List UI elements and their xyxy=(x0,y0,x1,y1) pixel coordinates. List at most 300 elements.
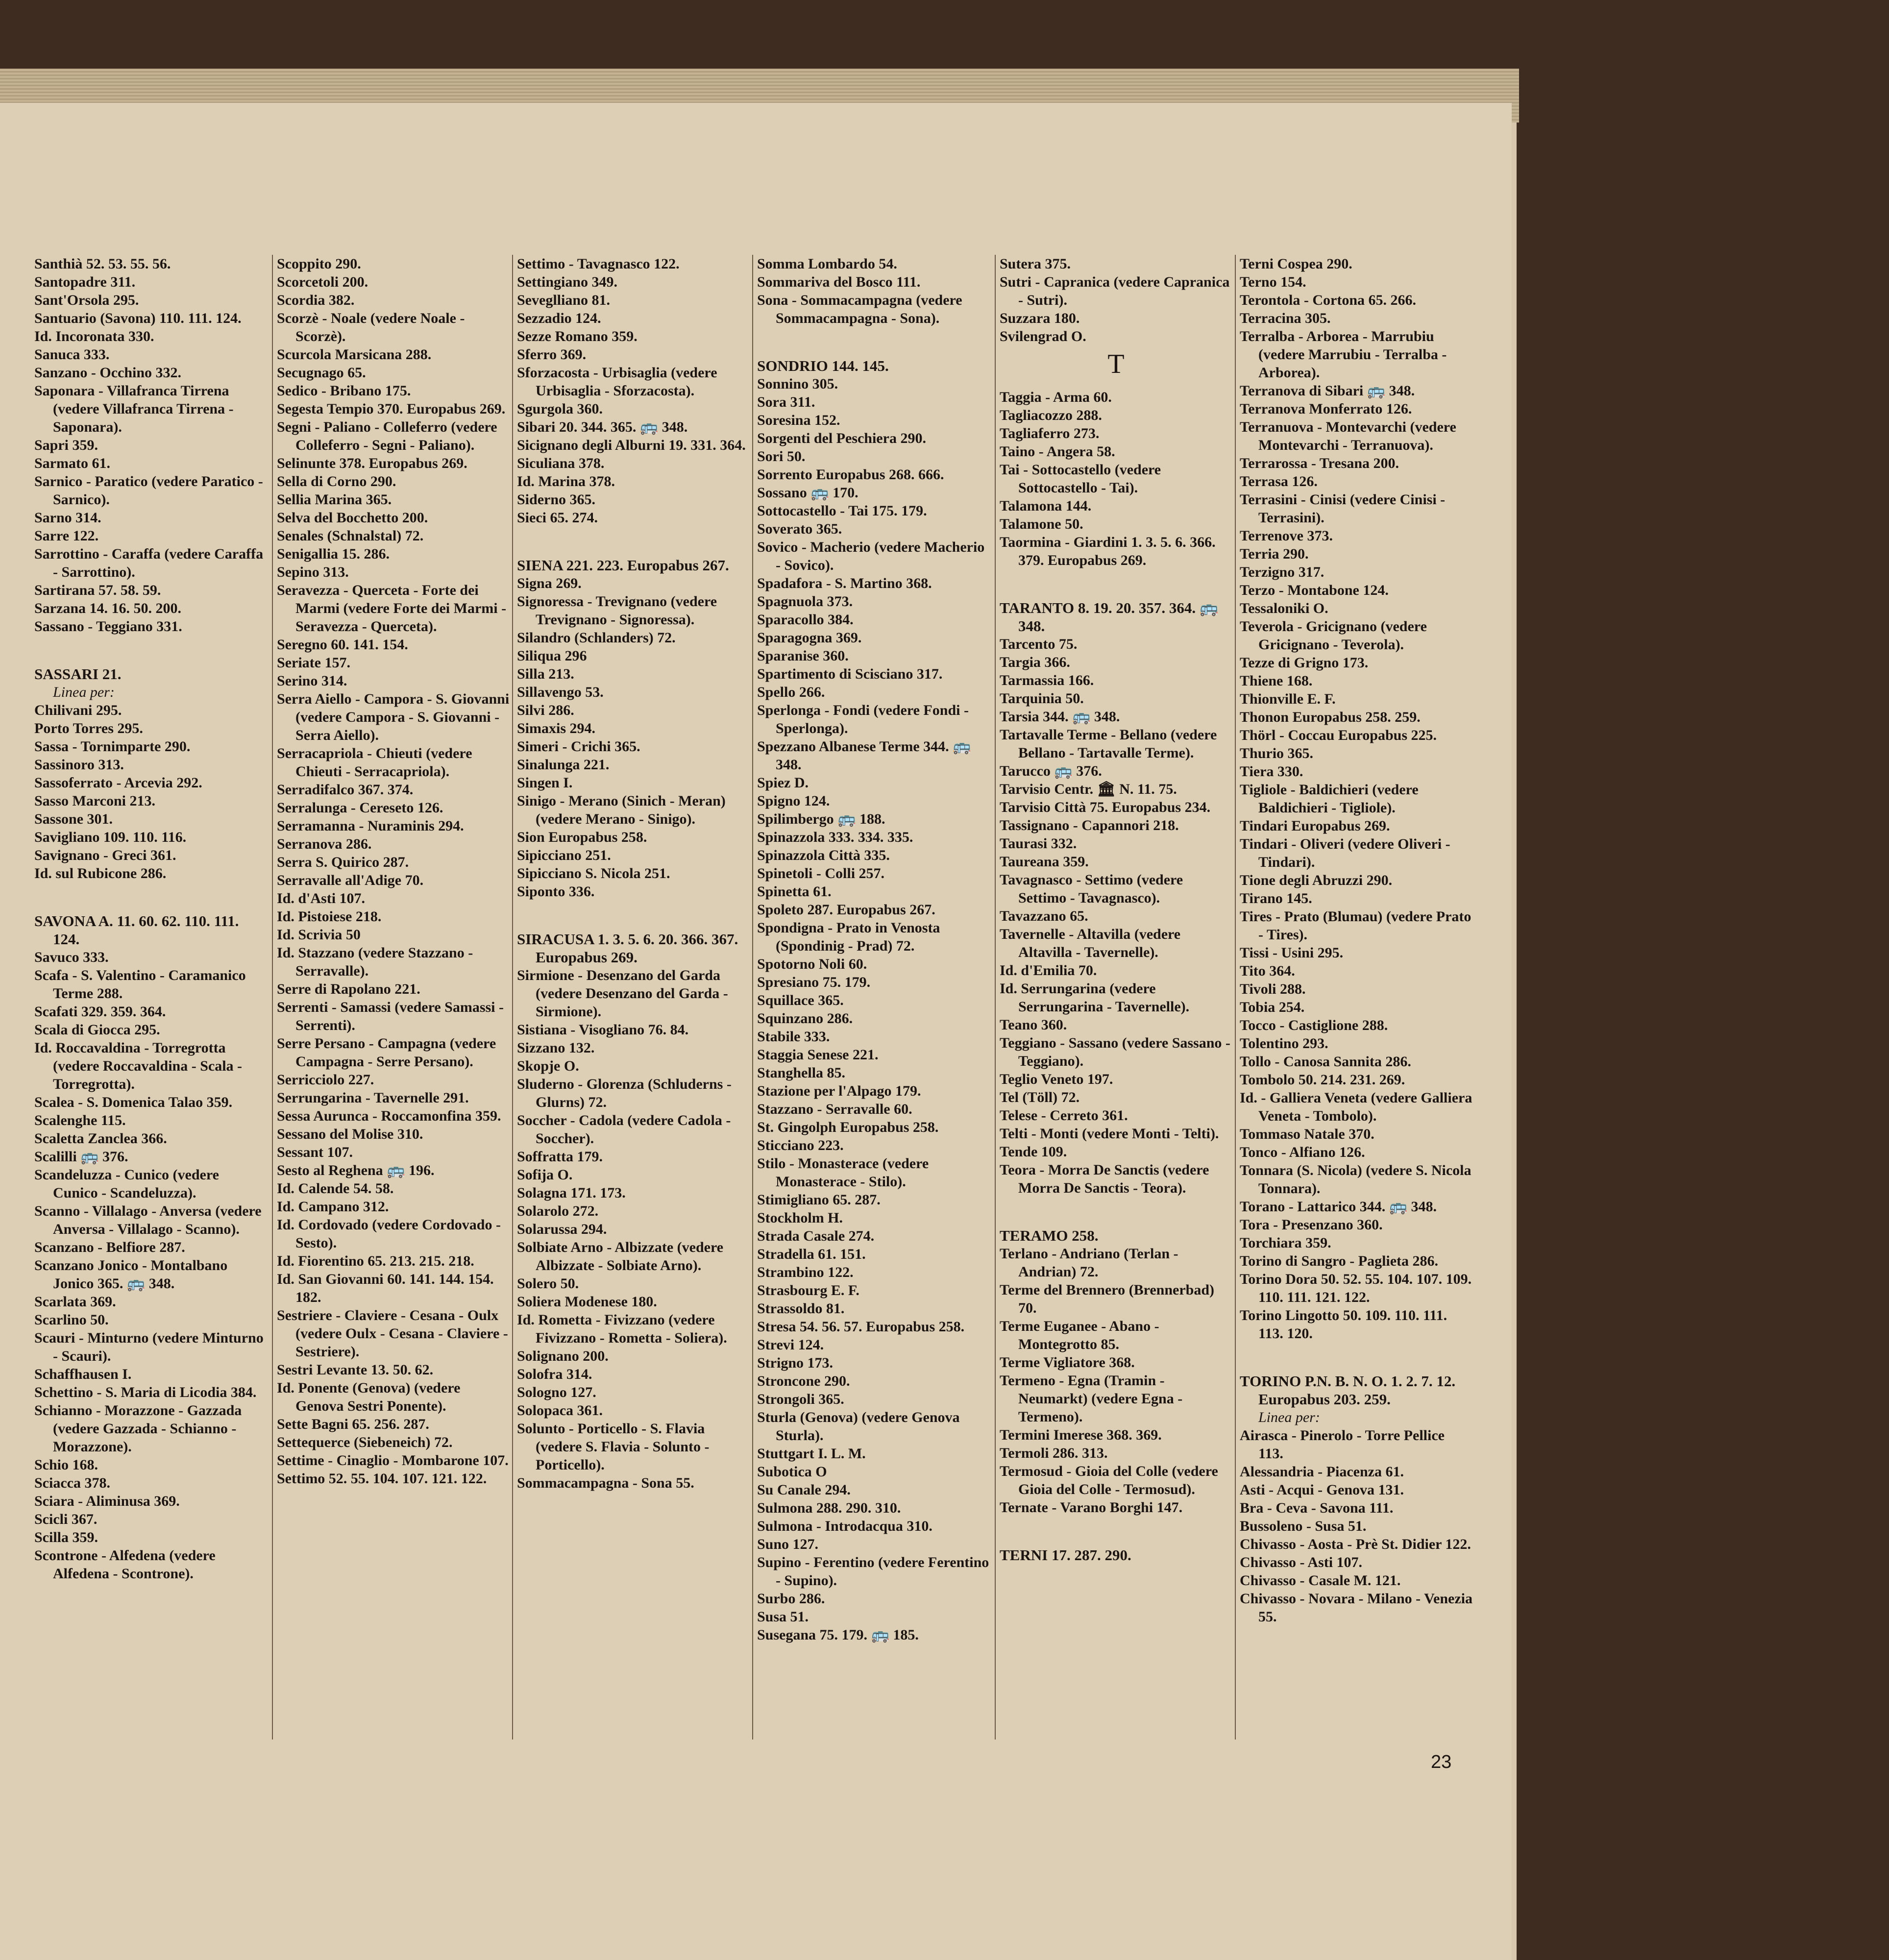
city-heading: SAVONA A. 11. 60. 62. 110. 111. 124. xyxy=(34,912,239,948)
index-entry: Sasso Marconi 213. xyxy=(34,793,155,809)
index-entry: Sassa - Tornimparte 290. xyxy=(34,738,191,755)
index-entry: Tel (Töll) 72. xyxy=(1000,1089,1080,1105)
index-entry: Sassano - Teggiano 331. xyxy=(34,618,182,635)
index-entry: Suzzara 180. xyxy=(1000,310,1080,326)
index-entry: Serramanna - Nuraminis 294. xyxy=(277,818,464,834)
index-entry: Sticciano 223. xyxy=(757,1137,844,1153)
index-entry: Santhià 52. 53. 55. 56. xyxy=(34,256,171,272)
index-entry: Sarnico - Paratico (vedere Paratico - Sarnico). xyxy=(34,473,263,508)
index-entry: Silandro (Schlanders) 72. xyxy=(517,630,676,646)
index-entry: Terrasa 126. xyxy=(1240,473,1318,490)
index-entry: Strasbourg E. F. xyxy=(757,1282,859,1298)
index-entry: Susegana 75. 179. 🚌 185. xyxy=(757,1627,919,1643)
index-entry: Tires - Prato (Blumau) (vedere Prato - Tires). xyxy=(1240,908,1472,943)
index-entry: Secugnago 65. xyxy=(277,365,366,381)
index-entry: Id. Pistoiese 218. xyxy=(277,908,382,925)
index-entry: Tezze di Grigno 173. xyxy=(1240,655,1369,671)
index-entry: Terranova di Sibari 🚌 348. xyxy=(1240,383,1415,399)
index-entry: Sicignano degli Alburni 19. 331. 364. xyxy=(517,437,746,453)
index-entry: Sepino 313. xyxy=(277,564,349,580)
index-entry: Sorgenti del Peschiera 290. xyxy=(757,430,926,446)
index-entry: Tolentino 293. xyxy=(1240,1035,1328,1052)
index-entry: Stazione per l'Alpago 179. xyxy=(757,1083,921,1099)
index-entry: Sommariva del Bosco 111. xyxy=(757,274,921,290)
index-entry: Scalilli 🚌 376. xyxy=(34,1149,128,1165)
index-entry: Sestri Levante 13. 50. 62. xyxy=(277,1362,434,1378)
city-heading: SONDRIO 144. 145. xyxy=(757,357,889,374)
city-heading: TERAMO 258. xyxy=(1000,1227,1099,1244)
index-entry: Subotica O xyxy=(757,1464,827,1480)
index-entry: Susa 51. xyxy=(757,1609,809,1625)
index-entry: Id. Campano 312. xyxy=(277,1199,389,1215)
index-entry: Scordia 382. xyxy=(277,292,355,308)
index-entry: Sanuca 333. xyxy=(34,346,110,363)
index-entry: Simeri - Crichi 365. xyxy=(517,738,640,755)
index-entry: Taggia - Arma 60. xyxy=(1000,389,1112,405)
index-entry: Sgurgola 360. xyxy=(517,401,603,417)
index-entry: Id. Stazzano (vedere Stazzano - Serravalle). xyxy=(277,945,473,979)
index-entry: Sion Europabus 258. xyxy=(517,829,647,845)
index-entry: Scoppito 290. xyxy=(277,256,361,272)
index-entry: Sparacollo 384. xyxy=(757,612,854,628)
index-entry: Solignano 200. xyxy=(517,1348,609,1364)
index-entry: Sarrottino - Caraffa (vedere Caraffa - Sarrottino). xyxy=(34,546,264,580)
index-entry: Savignano - Greci 361. xyxy=(34,847,176,863)
index-entry: Sperlonga - Fondi (vedere Fondi - Sperlonga). xyxy=(757,702,969,736)
index-entry: Sinalunga 221. xyxy=(517,757,610,773)
index-entry: Strevi 124. xyxy=(757,1337,824,1353)
index-entry: Terme del Brennero (Brennerbad) 70. xyxy=(1000,1282,1215,1316)
index-entry: Solopaca 361. xyxy=(517,1402,603,1419)
index-entry: Scilla 359. xyxy=(34,1529,98,1545)
index-entry: Sellia Marina 365. xyxy=(277,491,392,508)
index-entry: Solarussa 294. xyxy=(517,1221,607,1237)
index-entry: Serralunga - Cereseto 126. xyxy=(277,800,443,816)
index-entry: Tavagnasco - Settimo (vedere Settimo - Tavagnasco). xyxy=(1000,872,1183,906)
index-entry: Bussoleno - Susa 51. xyxy=(1240,1518,1367,1534)
index-entry: Tora - Presenzano 360. xyxy=(1240,1217,1383,1233)
index-entry: Id. Cordovado (vedere Cordovado - Sesto). xyxy=(277,1217,501,1251)
index-entry: Teora - Morra De Sanctis (vedere Morra De Sanctis - Teora). xyxy=(1000,1162,1209,1196)
index-entry: Seregno 60. 141. 154. xyxy=(277,637,408,653)
index-entry: Spondigna - Prato in Venosta (Spondinig - Prad) 72. xyxy=(757,920,940,954)
index-entry: Serrenti - Samassi (vedere Samassi - Serrenti). xyxy=(277,999,504,1033)
index-entry: Squillace 365. xyxy=(757,992,844,1008)
index-entry: Solarolo 272. xyxy=(517,1203,599,1219)
index-entry: Spinetta 61. xyxy=(757,883,832,900)
index-entry: Stazzano - Serravalle 60. xyxy=(757,1101,912,1117)
index-entry: Id. Incoronata 330. xyxy=(34,328,154,344)
index-entry: Staggia Senese 221. xyxy=(757,1047,879,1063)
index-entry: Id. d'Asti 107. xyxy=(277,890,366,906)
index-entry: Sesto al Reghena 🚌 196. xyxy=(277,1162,435,1178)
index-entry: Terrarossa - Tresana 200. xyxy=(1240,455,1399,471)
index-entry: Solero 50. xyxy=(517,1275,579,1292)
index-entry: Scarlata 369. xyxy=(34,1294,116,1310)
index-entry: Terlano - Andriano (Terlan - Andrian) 72. xyxy=(1000,1246,1178,1280)
page-number: 23 xyxy=(1431,1752,1452,1772)
index-entry: Terzo - Montabone 124. xyxy=(1240,582,1389,598)
index-entry: Surbo 286. xyxy=(757,1591,825,1607)
index-entry: Sottocastello - Tai 175. 179. xyxy=(757,503,927,519)
index-entry: Terralba - Arborea - Marrubiu (vedere Marrubiu - Terralba - Arborea). xyxy=(1240,328,1447,381)
index-entry: Silla 213. xyxy=(517,666,574,682)
index-entry: Thonon Europabus 258. 259. xyxy=(1240,709,1421,725)
index-entry: Singen I. xyxy=(517,775,573,791)
index-entry: Telese - Cerreto 361. xyxy=(1000,1107,1128,1124)
index-entry: Id. Serrungarina (vedere Serrungarina - Tavernelle). xyxy=(1000,980,1190,1015)
city-heading: SASSARI 21. xyxy=(34,665,122,683)
index-entry: Thionville E. F. xyxy=(1240,691,1336,707)
index-entry: Scorcetoli 200. xyxy=(277,274,368,290)
index-entry: Sforzacosta - Urbisaglia (vedere Urbisaglia - Sforzacosta). xyxy=(517,365,717,399)
index-entry: Teggiano - Sassano (vedere Sassano - Teggiano). xyxy=(1000,1035,1230,1069)
index-entry: Spello 266. xyxy=(757,684,825,700)
index-entry: Tonco - Alfiano 126. xyxy=(1240,1144,1365,1160)
index-entry: Sarre 122. xyxy=(34,528,99,544)
index-entry: Squinzano 286. xyxy=(757,1010,853,1027)
index-entry: Selva del Bocchetto 200. xyxy=(277,510,428,526)
index-entry: Selinunte 378. Europabus 269. xyxy=(277,455,467,471)
index-entry: St. Gingolph Europabus 258. xyxy=(757,1119,939,1135)
index-entry: Segesta Tempio 370. Europabus 269. xyxy=(277,401,506,417)
index-entry: Tindari - Oliveri (vedere Oliveri - Tindari). xyxy=(1240,836,1450,870)
linea-label: Linea per: xyxy=(1258,1409,1320,1425)
index-entry: Spezzano Albanese Terme 344. 🚌 348. xyxy=(757,738,971,773)
index-entry: Stradella 61. 151. xyxy=(757,1246,866,1262)
index-entry: Id. Marina 378. xyxy=(517,473,615,490)
index-entry: Bra - Ceva - Savona 111. xyxy=(1240,1500,1394,1516)
index-entry: Chivasso - Aosta - Prè St. Didier 122. xyxy=(1240,1536,1471,1552)
index-entry: Santopadre 311. xyxy=(34,274,136,290)
index-entry: Sedico - Bribano 175. xyxy=(277,383,411,399)
index-entry: Soliera Modenese 180. xyxy=(517,1294,657,1310)
index-entry: Scalenghe 115. xyxy=(34,1112,126,1128)
index-entry: Scontrone - Alfedena (vedere Alfedena - Scontrone). xyxy=(34,1547,216,1582)
index-entry: Id. Scrivia 50 xyxy=(277,927,361,943)
index-entry: Solunto - Porticello - S. Flavia (vedere S. Flavia - Solunto - Porticello). xyxy=(517,1421,710,1473)
index-entry: Chivasso - Novara - Milano - Venezia 55. xyxy=(1240,1591,1472,1625)
index-entry: Id. Fiorentino 65. 213. 215. 218. xyxy=(277,1253,474,1269)
index-entry: Scafati 329. 359. 364. xyxy=(34,1004,166,1020)
index-entry: Sessano del Molise 310. xyxy=(277,1126,423,1142)
index-entry: Tavernelle - Altavilla (vedere Altavilla - Tavernelle). xyxy=(1000,926,1181,960)
index-entry: Sizzano 132. xyxy=(517,1040,595,1056)
index-entry: Sapri 359. xyxy=(34,437,98,453)
index-column-3 xyxy=(517,255,750,1492)
index-entry: Siculiana 378. xyxy=(517,455,605,471)
city-heading: TORINO P.N. B. N. O. 1. 2. 7. 12. Europabus 203. 259. xyxy=(1240,1372,1456,1408)
index-entry: Teano 360. xyxy=(1000,1017,1067,1033)
index-entry: Termosud - Gioia del Colle (vedere Gioia del Colle - Termosud). xyxy=(1000,1463,1218,1497)
index-entry: Stabile 333. xyxy=(757,1029,830,1045)
index-entry: Tassignano - Capannori 218. xyxy=(1000,817,1179,833)
index-entry: Tavazzano 65. xyxy=(1000,908,1088,924)
index-entry: Sassinoro 313. xyxy=(34,757,124,773)
index-entry: Schettino - S. Maria di Licodia 384. xyxy=(34,1384,257,1400)
index-entry: Sommacampagna - Sona 55. xyxy=(517,1475,694,1491)
index-entry: Thurio 365. xyxy=(1240,745,1314,761)
index-entry: Sassoferrato - Arcevia 292. xyxy=(34,775,202,791)
index-entry: Tende 109. xyxy=(1000,1144,1067,1160)
index-entry: Taureana 359. xyxy=(1000,854,1089,870)
index-entry: Serre Persano - Campagna (vedere Campagna - Serre Persano). xyxy=(277,1035,496,1070)
index-entry: Targia 366. xyxy=(1000,654,1070,670)
index-entry: Settimo - Tavagnasco 122. xyxy=(517,256,680,272)
index-entry: Serradifalco 367. 374. xyxy=(277,782,414,798)
index-entry: Tocco - Castiglione 288. xyxy=(1240,1017,1388,1033)
index-entry: Sezzadio 124. xyxy=(517,310,601,326)
index-entry: Tarvisio Centr. 🏛 N. 11. 75. xyxy=(1000,781,1177,797)
index-entry: Terranuova - Montevarchi (vedere Montevarchi - Terranuova). xyxy=(1240,419,1456,453)
index-entry: Serracapriola - Chieuti (vedere Chieuti - Serracapriola). xyxy=(277,745,472,780)
index-entry: Id. Calende 54. 58. xyxy=(277,1180,394,1197)
index-entry: Tartavalle Terme - Bellano (vedere Bellano - Tartavalle Terme). xyxy=(1000,727,1217,761)
column-divider xyxy=(752,255,753,1740)
index-entry: Soresina 152. xyxy=(757,412,840,428)
index-entry: Sora 311. xyxy=(757,394,815,410)
index-column-1 xyxy=(34,255,267,1583)
index-entry: Supino - Ferentino (vedere Ferentino - Supino). xyxy=(757,1554,989,1589)
index-entry: Schaffhausen I. xyxy=(34,1366,132,1382)
index-entry: Sessant 107. xyxy=(277,1144,353,1160)
index-entry: Serranova 286. xyxy=(277,836,372,852)
index-entry: Scanzano - Belfiore 287. xyxy=(34,1239,185,1255)
index-entry: Talamona 144. xyxy=(1000,498,1092,514)
index-entry: Teglio Veneto 197. xyxy=(1000,1071,1113,1087)
index-entry: Sulmona - Introdacqua 310. xyxy=(757,1518,932,1534)
linea-label: Linea per: xyxy=(53,684,115,700)
index-entry: Sant'Orsola 295. xyxy=(34,292,139,308)
index-entry: Scandeluzza - Cunico (vedere Cunico - Scandeluzza). xyxy=(34,1167,219,1201)
index-entry: Sorrento Europabus 268. 666. xyxy=(757,466,944,483)
index-entry: Id. San Giovanni 60. 141. 144. 154. 182. xyxy=(277,1271,494,1305)
index-entry: Tarquinia 50. xyxy=(1000,690,1084,707)
city-heading: SIENA 221. 223. Europabus 267. xyxy=(517,557,729,574)
index-entry: Sibari 20. 344. 365. 🚌 348. xyxy=(517,419,688,435)
city-heading: TERNI 17. 287. 290. xyxy=(1000,1546,1131,1564)
index-entry: Spinazzola Città 335. xyxy=(757,847,890,863)
index-entry: Spadafora - S. Martino 368. xyxy=(757,575,932,591)
index-entry: Id. sul Rubicone 286. xyxy=(34,865,167,882)
index-entry: Terni Cospea 290. xyxy=(1240,256,1352,272)
index-entry: Sipicciano 251. xyxy=(517,847,611,863)
index-entry: Scarlino 50. xyxy=(34,1312,109,1328)
index-entry: Sieci 65. 274. xyxy=(517,510,598,526)
index-entry: Svilengrad O. xyxy=(1000,328,1086,344)
index-entry: Alessandria - Piacenza 61. xyxy=(1240,1464,1404,1480)
index-entry: Siliqua 296 xyxy=(517,648,587,664)
index-entry: Id. Rometta - Fivizzano (vedere Fivizzano - Rometta - Soliera). xyxy=(517,1312,727,1346)
index-entry: Talamone 50. xyxy=(1000,516,1083,532)
index-entry: Sturla (Genova) (vedere Genova Sturla). xyxy=(757,1409,960,1444)
index-entry: Terme Vigliatore 368. xyxy=(1000,1354,1135,1371)
index-entry: Id. d'Emilia 70. xyxy=(1000,962,1097,979)
index-entry: Sutri - Capranica (vedere Capranica - Sutri). xyxy=(1000,274,1230,308)
index-entry: Scicli 367. xyxy=(34,1511,98,1527)
index-entry: Id. - Galliera Veneta (vedere Galliera Veneta - Tombolo). xyxy=(1240,1090,1472,1124)
index-entry: Savuco 333. xyxy=(34,949,109,965)
index-entry: Seriate 157. xyxy=(277,655,350,671)
index-entry: Sciacca 378. xyxy=(34,1475,110,1491)
index-entry: Scauri - Minturno (vedere Minturno - Scauri). xyxy=(34,1330,264,1364)
index-entry: Telti - Monti (vedere Monti - Telti). xyxy=(1000,1126,1219,1142)
index-entry: Strambino 122. xyxy=(757,1264,854,1280)
index-entry: Spoleto 287. Europabus 267. xyxy=(757,902,935,918)
index-entry: Scorzè - Noale (vedere Noale - Scorzè). xyxy=(277,310,465,344)
index-entry: Santuario (Savona) 110. 111. 124. xyxy=(34,310,242,326)
index-entry: Seravezza - Querceta - Forte dei Marmi (vedere Forte dei Marmi - Seravezza - Querceta). xyxy=(277,582,507,635)
index-entry: Spilimbergo 🚌 188. xyxy=(757,811,885,827)
index-entry: Tagliaferro 273. xyxy=(1000,425,1100,441)
index-entry: Sofija O. xyxy=(517,1167,573,1183)
index-entry: Terrasini - Cinisi (vedere Cinisi - Terrasini). xyxy=(1240,491,1446,526)
index-entry: Teverola - Gricignano (vedere Gricignano - Teverola). xyxy=(1240,618,1427,653)
index-entry: Terracina 305. xyxy=(1240,310,1331,326)
index-entry: Schio 168. xyxy=(34,1457,98,1473)
index-entry: Serrungarina - Tavernelle 291. xyxy=(277,1090,469,1106)
index-entry: Sovico - Macherio (vedere Macherio - Sovico). xyxy=(757,539,985,573)
index-entry: Chivasso - Casale M. 121. xyxy=(1240,1572,1401,1589)
index-entry: Tobia 254. xyxy=(1240,999,1305,1015)
index-entry: Soverato 365. xyxy=(757,521,842,537)
index-entry: Savigliano 109. 110. 116. xyxy=(34,829,187,845)
index-entry: Sluderno - Glorenza (Schluderns - Glurns) 72. xyxy=(517,1076,732,1110)
index-entry: Strassoldo 81. xyxy=(757,1300,845,1317)
index-entry: Sulmona 288. 290. 310. xyxy=(757,1500,901,1516)
index-entry: Spinazzola 333. 334. 335. xyxy=(757,829,913,845)
index-entry: Senigallia 15. 286. xyxy=(277,546,390,562)
index-entry: Sessa Aurunca - Roccamonfina 359. xyxy=(277,1108,501,1124)
index-entry: Tommaso Natale 370. xyxy=(1240,1126,1374,1142)
index-entry: Sanzano - Occhino 332. xyxy=(34,365,182,381)
column-divider xyxy=(512,255,513,1740)
index-entry: Tiera 330. xyxy=(1240,763,1303,780)
column-divider xyxy=(995,255,996,1740)
column-divider xyxy=(272,255,273,1740)
section-letter: T xyxy=(1107,349,1125,379)
index-entry: Torchiara 359. xyxy=(1240,1235,1331,1251)
index-column-5 xyxy=(1000,255,1232,1564)
index-entry: Serra S. Quirico 287. xyxy=(277,854,409,870)
index-entry: Chilivani 295. xyxy=(34,702,122,718)
index-entry: Sonnino 305. xyxy=(757,376,838,392)
index-entry: Sirmione - Desenzano del Garda (vedere Desenzano del Garda - Sirmione). xyxy=(517,967,728,1020)
index-entry: Serricciolo 227. xyxy=(277,1072,374,1088)
index-entry: Serre di Rapolano 221. xyxy=(277,981,420,997)
index-entry: Spagnuola 373. xyxy=(757,593,853,610)
index-entry: Terranova Monferrato 126. xyxy=(1240,401,1412,417)
index-entry: Sestriere - Claviere - Cesana - Oulx (vedere Oulx - Cesana - Claviere - Sestriere). xyxy=(277,1307,508,1360)
index-entry: Sillavengo 53. xyxy=(517,684,604,700)
index-entry: Terrenove 373. xyxy=(1240,528,1333,544)
index-entry: Settimo 52. 55. 104. 107. 121. 122. xyxy=(277,1470,487,1487)
index-entry: Terme Euganee - Abano - Montegrotto 85. xyxy=(1000,1318,1159,1352)
index-entry: Torino Dora 50. 52. 55. 104. 107. 109. 110. 111. 121. 122. xyxy=(1240,1271,1472,1305)
index-entry: Scalea - S. Domenica Talao 359. xyxy=(34,1094,233,1110)
index-entry: Solofra 314. xyxy=(517,1366,592,1382)
index-entry: Tissi - Usini 295. xyxy=(1240,945,1344,961)
index-entry: Tione degli Abruzzi 290. xyxy=(1240,872,1393,888)
index-entry: Stilo - Monasterace (vedere Monasterace - Stilo). xyxy=(757,1155,929,1190)
index-entry: Strada Casale 274. xyxy=(757,1228,875,1244)
index-entry: Settime - Cinaglio - Mombarone 107. xyxy=(277,1452,509,1469)
index-entry: Sistiana - Visogliano 76. 84. xyxy=(517,1022,689,1038)
index-entry: Asti - Acqui - Genova 131. xyxy=(1240,1482,1404,1498)
index-entry: Tigliole - Baldichieri (vedere Baldichieri - Tigliole). xyxy=(1240,782,1419,816)
index-entry: Sartirana 57. 58. 59. xyxy=(34,582,161,598)
index-entry: Taormina - Giardini 1. 3. 5. 6. 366. 379. Europabus 269. xyxy=(1000,534,1216,568)
index-entry: Spotorno Noli 60. xyxy=(757,956,867,972)
index-entry: Serino 314. xyxy=(277,673,347,689)
index-entry: Airasca - Pinerolo - Torre Pellice 113. xyxy=(1240,1427,1445,1462)
index-entry: Sparagogna 369. xyxy=(757,630,862,646)
index-entry: Sipicciano S. Nicola 251. xyxy=(517,865,670,882)
index-entry: Settequerce (Siebeneich) 72. xyxy=(277,1434,453,1450)
index-entry: Torino Lingotto 50. 109. 110. 111. 113. 120. xyxy=(1240,1307,1447,1342)
index-entry: Solagna 171. 173. xyxy=(517,1185,626,1201)
index-entry: Senales (Schnalstal) 72. xyxy=(277,528,424,544)
index-entry: Segni - Paliano - Colleferro (vedere Colleferro - Segni - Paliano). xyxy=(277,419,497,453)
index-entry: Thiene 168. xyxy=(1240,673,1313,689)
index-entry: Tarsia 344. 🚌 348. xyxy=(1000,709,1120,725)
index-entry: Sciara - Aliminusa 369. xyxy=(34,1493,180,1509)
index-entry: Stresa 54. 56. 57. Europabus 258. xyxy=(757,1319,965,1335)
index-entry: Signoressa - Trevignano (vedere Trevignano - Signoressa). xyxy=(517,593,717,628)
index-entry: Skopje O. xyxy=(517,1058,579,1074)
index-entry: Sassone 301. xyxy=(34,811,113,827)
index-entry: Siderno 365. xyxy=(517,491,596,508)
index-entry: Serra Aiello - Campora - S. Giovanni (vedere Campora - S. Giovanni - Serra Aiello). xyxy=(277,691,510,743)
index-entry: Tollo - Canosa Sannita 286. xyxy=(1240,1054,1411,1070)
index-entry: Sella di Corno 290. xyxy=(277,473,396,490)
index-entry: Tirano 145. xyxy=(1240,890,1312,906)
index-entry: Stanghella 85. xyxy=(757,1065,846,1081)
index-entry: Termini Imerese 368. 369. xyxy=(1000,1427,1162,1443)
index-entry: Schianno - Morazzone - Gazzada (vedere Gazzada - Schianno - Morazzone). xyxy=(34,1402,242,1455)
index-entry: Signa 269. xyxy=(517,575,582,591)
index-entry: Sona - Sommacampagna (vedere Sommacampagna - Sona). xyxy=(757,292,962,326)
index-entry: Ternate - Varano Borghi 147. xyxy=(1000,1499,1183,1516)
index-entry: Somma Lombardo 54. xyxy=(757,256,897,272)
index-entry: Settingiano 349. xyxy=(517,274,618,290)
index-entry: Tarvisio Città 75. Europabus 234. xyxy=(1000,799,1211,815)
index-entry: Thörl - Coccau Europabus 225. xyxy=(1240,727,1437,743)
index-entry: Saponara - Villafranca Tirrena (vedere Villafranca Tirrena - Saponara). xyxy=(34,383,234,435)
index-entry: Silvi 286. xyxy=(517,702,574,718)
index-entry: Stockholm H. xyxy=(757,1210,843,1226)
index-entry: Tindari Europabus 269. xyxy=(1240,818,1390,834)
column-divider xyxy=(1235,255,1236,1740)
index-entry: Sori 50. xyxy=(757,448,806,465)
index-entry: Tai - Sottocastello (vedere Sottocastello - Tai). xyxy=(1000,462,1161,496)
index-entry: Tito 364. xyxy=(1240,963,1295,979)
index-column-6 xyxy=(1240,255,1472,1626)
index-entry: Sarno 314. xyxy=(34,510,101,526)
index-entry: Sferro 369. xyxy=(517,346,587,363)
index-entry: Scurcola Marsicana 288. xyxy=(277,346,432,363)
index-entry: Spresiano 75. 179. xyxy=(757,974,871,990)
index-entry: Id. Ponente (Genova) (vedere Genova Sestri Ponente). xyxy=(277,1380,461,1414)
index-entry: Sutera 375. xyxy=(1000,256,1071,272)
index-entry: Terontola - Cortona 65. 266. xyxy=(1240,292,1416,308)
index-entry: Sarmato 61. xyxy=(34,455,110,471)
index-column-4 xyxy=(757,255,990,1644)
index-entry: Scafa - S. Valentino - Caramanico Terme 288. xyxy=(34,967,246,1002)
index-entry: Tivoli 288. xyxy=(1240,981,1306,997)
index-entry: Spartimento di Scisciano 317. xyxy=(757,666,943,682)
index-entry: Tessaloniki O. xyxy=(1240,600,1328,616)
